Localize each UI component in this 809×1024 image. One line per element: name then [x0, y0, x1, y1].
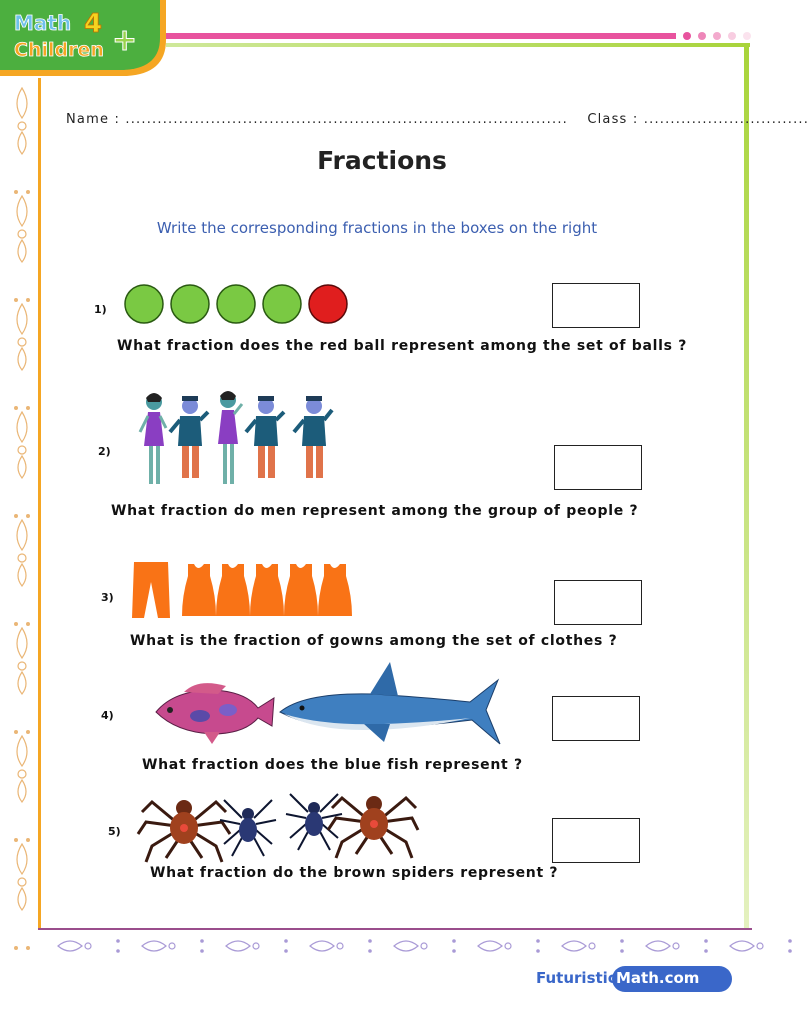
spiders-illustration: [136, 782, 418, 866]
man-figure: [246, 396, 284, 478]
fish-illustration: [154, 660, 504, 746]
question-text: What fraction do men represent among the group of people ?: [111, 503, 639, 519]
page-title: Fractions: [317, 146, 447, 175]
ornament-motif: [730, 939, 792, 953]
pink-dot: [683, 32, 691, 40]
ornament-motif: [478, 939, 540, 953]
ornament-motif: [14, 628, 30, 734]
class-field-label: Class : ...............................: [587, 112, 809, 127]
gown: [284, 564, 318, 616]
man-figure: [170, 396, 208, 478]
left-orange-border: [38, 78, 41, 930]
woman-figure: [218, 391, 242, 484]
brown-spider: [328, 796, 418, 858]
green-ball: [171, 285, 209, 323]
blue-fish: [280, 662, 500, 744]
bottom-ornament: [38, 934, 752, 958]
gown: [216, 564, 250, 616]
instruction-text: Write the corresponding fractions in the boxes on the right: [156, 219, 598, 237]
footer-brand: [532, 966, 732, 992]
ornament-motif: [646, 939, 708, 953]
name-class-line: [66, 112, 809, 127]
gown: [250, 564, 284, 616]
question-text: What fraction does the red ball represent among the set of balls ?: [117, 338, 688, 354]
ornament-motif: [58, 939, 120, 953]
ornament-motif: [142, 939, 204, 953]
pink-dot: [698, 32, 706, 40]
question-number: 1): [94, 303, 107, 316]
ornament-motif: [14, 304, 30, 410]
left-ornament: [6, 80, 38, 940]
pink-dot: [713, 32, 721, 40]
ornament-motif: [14, 844, 30, 950]
math4children-logo: [0, 0, 168, 78]
ornament-motif: [14, 412, 30, 518]
logo-digit: 4: [84, 9, 103, 39]
logo-plus: +: [112, 23, 138, 58]
name-field-label: Name : ...................................................................................: [66, 112, 568, 127]
answer-box-3[interactable]: [554, 580, 642, 625]
ornament-motif: [562, 939, 624, 953]
answer-box-1[interactable]: [552, 283, 640, 328]
ornament-motif: [14, 736, 30, 842]
top-lime-bar: [166, 43, 750, 47]
answer-box-4[interactable]: [552, 696, 640, 741]
question-text: What fraction do the brown spiders represent ?: [150, 865, 559, 881]
answer-box-5[interactable]: [552, 818, 640, 863]
gown: [318, 564, 352, 616]
question-number: 4): [101, 709, 114, 722]
man-figure: [294, 396, 332, 478]
red-ball: [309, 285, 347, 323]
clothes-illustration: [130, 560, 354, 620]
question-number: 2): [98, 445, 111, 458]
gown: [182, 564, 216, 616]
blue-spider: [220, 800, 276, 856]
ornament-motif: [394, 939, 456, 953]
ornament-motif: [14, 196, 30, 302]
ornament-motif: [226, 939, 288, 953]
balls-illustration: [122, 282, 352, 326]
question-text: What is the fraction of gowns among the set of clothes ?: [130, 633, 618, 649]
pink-dot: [743, 32, 751, 40]
green-ball: [125, 285, 163, 323]
people-illustration: [132, 388, 342, 492]
woman-figure: [140, 393, 166, 484]
trousers: [132, 562, 170, 618]
pink-fish: [156, 683, 274, 744]
logo-text-children: Children: [14, 39, 104, 61]
question-number: 3): [101, 591, 114, 604]
brown-spider: [138, 800, 230, 862]
green-ball: [263, 285, 301, 323]
green-ball: [217, 285, 255, 323]
pink-dot: [728, 32, 736, 40]
ornament-motif: [14, 520, 30, 626]
question-number: 5): [108, 825, 121, 838]
bottom-purple-line: [38, 928, 752, 930]
logo-text-math: Math: [14, 11, 72, 35]
ornament-motif: [310, 939, 372, 953]
answer-box-2[interactable]: [554, 445, 642, 490]
right-green-border: [744, 46, 749, 928]
brand-text-futuristic: Futuristic: [536, 969, 617, 987]
ornament-motif: [14, 88, 30, 194]
question-text: What fraction does the blue fish represent ?: [142, 757, 523, 773]
top-pink-bar: [166, 33, 676, 39]
brand-text-math-com: Math.com: [616, 969, 700, 987]
